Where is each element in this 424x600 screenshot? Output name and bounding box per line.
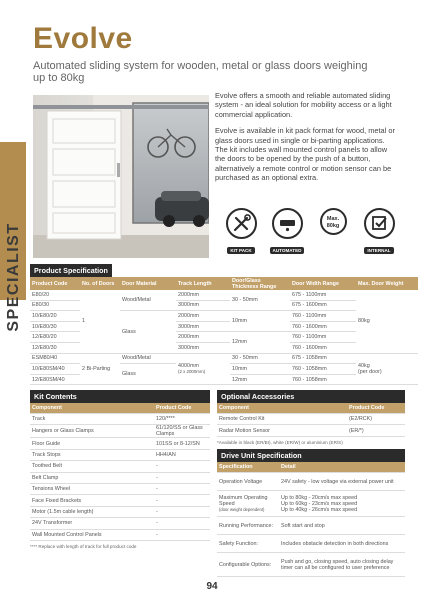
drive-unit-heading: Drive Unit Specification [217,449,405,462]
wrench-screwdriver-icon [226,208,257,239]
cell: - [154,472,210,483]
cell-doors: 2 Bi-Parting [80,353,120,385]
cell-weight: 80kg [356,290,418,353]
product-spec-header-row [30,277,418,290]
table-row [217,425,405,436]
col-product-code: Product Code [30,277,80,290]
cell: Wall Mounted Control Panels [30,529,154,540]
internal-feature [360,208,398,257]
cell: Radar Motion Sensor [217,425,347,436]
kit-contents-section [30,390,210,549]
cell: Toothed Belt [30,461,154,472]
cell: 10/E80/20 [30,311,80,322]
kit-contents-note: **** Replace with length of track for full product code [30,543,137,549]
cell-track-bi [176,353,230,385]
accessories-note: *Available in black (ER/BI), white (ER/W) or aluminium (ER/S) [217,439,343,445]
cell: 760 - 1100mm [290,311,356,322]
cell: 2000mm [176,311,230,322]
feature-icons [222,208,402,258]
cell: 61/120/SS or Glass Clamps [154,425,210,438]
col-door-material: Door Material [120,277,176,290]
cell-weight [356,353,418,385]
table-row [217,553,405,577]
table-row [30,449,210,460]
table-row [217,491,405,517]
cell: 760 - 1058mm [290,364,356,375]
table-row [217,517,405,535]
kit-pack-feature [222,208,260,257]
side-label: SPECIALIST [5,222,22,332]
optional-accessories-table [217,403,405,437]
cell: Safety Function: [217,535,279,553]
cell-material: Glass [120,311,176,353]
cell: Configurable Options: [217,553,279,577]
product-spec-section [30,264,418,385]
cell: 675 - 1058mm [290,353,356,364]
cell: - [154,506,210,517]
cell: Operation Voltage [217,473,279,491]
kit-contents-heading: Kit Contents [30,390,210,403]
col-product-code: Product Code [154,403,210,414]
col-detail: Detail [279,462,405,473]
table-row [217,473,405,491]
col-product-code: Product Code [347,403,405,414]
table-row [30,518,210,529]
cell: - [154,483,210,494]
checkbox-icon [364,208,395,239]
track-bi-value: 4000mm [178,362,199,369]
cell: 675 - 1600mm [290,300,356,311]
table-row [30,483,210,494]
weight-2-value: 40kg [358,362,370,369]
cell: 120/**** [154,414,210,425]
cell: 760 - 1058mm [290,374,356,385]
cell-thickness: 30 - 50mm [230,353,290,364]
max-weight-bottom: 80kg [326,223,340,229]
optional-accessories-section [217,390,405,445]
col-max-weight: Max. Door Weight [356,277,418,290]
page-subtitle: Automated sliding system for wooden, metal or glass doors weighing up to 80kg [33,60,368,84]
cell: 760 - 1600mm [290,342,356,353]
track-bi-note: (2 x 2000mm) [178,368,206,374]
cell: Hangers or Glass Clamps [30,425,154,438]
cell: Floor Guide [30,438,154,449]
drive-unit-header-row [217,462,405,473]
cell-material: Wood/Metal [120,353,176,364]
cell-max-speed [217,491,279,517]
cell: - [154,495,210,506]
cell-thickness: 12mm [230,374,290,385]
cell-thickness: 12mm [230,332,290,353]
cell: 3000mm [176,321,230,332]
drive-unit-section [217,449,405,577]
description-para-1: Evolve offers a smooth and reliable automated sliding system - an ideal solution for mobility access or a light commercial application. [215,91,392,119]
table-row [30,290,418,300]
table-row [217,535,405,553]
cell: Push and go, closing speed, auto closing delay timer can all be configured to user preference [279,553,405,577]
max-weight-top: Max. [326,216,340,222]
cell: 3000mm [176,300,230,311]
cell: - [154,518,210,529]
cell-thickness: 30 - 50mm [230,290,290,311]
cell: 12/E80SM/40 [30,374,80,385]
table-row [30,506,210,517]
internal-label: INTERNAL [364,247,393,254]
table-row [30,414,210,425]
weight-icon [320,208,347,235]
cell: 10/E80/30 [30,321,80,332]
cell: 24V safety - low voltage via external power unit [279,473,405,491]
optional-accessories-heading: Optional Accessories [217,390,405,403]
page-title: Evolve [33,22,133,55]
cell: Track [30,414,154,425]
cell: Includes obstacle detection in both directions [279,535,405,553]
cell: 24V Transformer [30,518,154,529]
cell-doors: 1 [80,290,120,353]
kit-contents-table [30,403,210,541]
cell: Tensions Wheel [30,483,154,494]
kit-pack-label: KIT PACK [227,247,254,254]
table-row [30,353,418,364]
table-row [30,461,210,472]
max-speed-label: Maximum Operating Speed [219,494,268,507]
cell: 3000mm [176,342,230,353]
table-row [30,529,210,540]
cell: Track Stops [30,449,154,460]
cell-material: Wood/Metal [120,290,176,311]
cell: 2000mm [176,290,230,300]
cell: 760 - 1100mm [290,332,356,343]
cell: 10/E80SM/40 [30,364,80,375]
cell: Face Fixed Brackets [30,495,154,506]
cell-speed-detail: Up to 80kg - 20cm/s max speed Up to 60kg - 23cm/s max speed Up to 40kg - 26cm/s max speed [279,491,405,517]
max-weight-feature [314,208,352,235]
table-row [30,425,210,438]
col-thickness: Door/Glass Thickness Range [230,277,290,290]
page-number: 94 [206,581,218,592]
automated-label: AUTOMATED [270,247,305,254]
table-row [30,438,210,449]
col-specification: Specification [217,462,279,473]
cell-material: Glass [120,364,176,385]
cell: (ER/*) [347,425,405,436]
col-track-length: Track Length [176,277,230,290]
product-photo [33,95,209,258]
cell: ESM80/40 [30,353,80,364]
cell: Motor (1.5m cable length) [30,506,154,517]
cell: Running Performance: [217,517,279,535]
cell: HH4/AN [154,449,210,460]
col-no-doors: No. of Doors [80,277,120,290]
weight-2-note: (per door) [358,368,382,375]
table-row [217,414,405,425]
cell: - [154,529,210,540]
speed-note: (door weight dependent) [219,506,265,512]
col-component: Component [30,403,154,414]
cell-thickness: 10mm [230,311,290,332]
cell: Belt Clamp [30,472,154,483]
cell: 675 - 1100mm [290,290,356,300]
kit-contents-header-row [30,403,210,414]
cell: 12/E80/20 [30,332,80,343]
cell: - [154,461,210,472]
col-door-width: Door Width Range [290,277,356,290]
cell: 2000mm [176,332,230,343]
cell: E80/30 [30,300,80,311]
product-spec-table [30,277,418,385]
cell: Soft start and stop [279,517,405,535]
product-spec-heading: Product Specification [30,264,112,277]
table-row [30,472,210,483]
remote-icon [272,208,303,239]
accessories-header-row [217,403,405,414]
cell: Remote Control Kit [217,414,347,425]
description-para-2: Evolve is available in kit pack format for wood, metal or glass doors used in single or bi-parting applications. The kit includes wall mounted control panels to allow the doors to be opened by the push of a button, alternatively a remote control or motion sensor can be purchased as an optional extra. [215,126,395,183]
cell: (E2/RCK) [347,414,405,425]
cell: E80/20 [30,290,80,300]
description [215,91,397,190]
cell: 101SS or 8-12/SN [154,438,210,449]
cell: 760 - 1600mm [290,321,356,332]
automated-feature [268,208,306,257]
cell-thickness: 10mm [230,364,290,375]
col-component: Component [217,403,347,414]
table-row [30,495,210,506]
cell: 12/E80/30 [30,342,80,353]
drive-unit-table [217,462,405,577]
